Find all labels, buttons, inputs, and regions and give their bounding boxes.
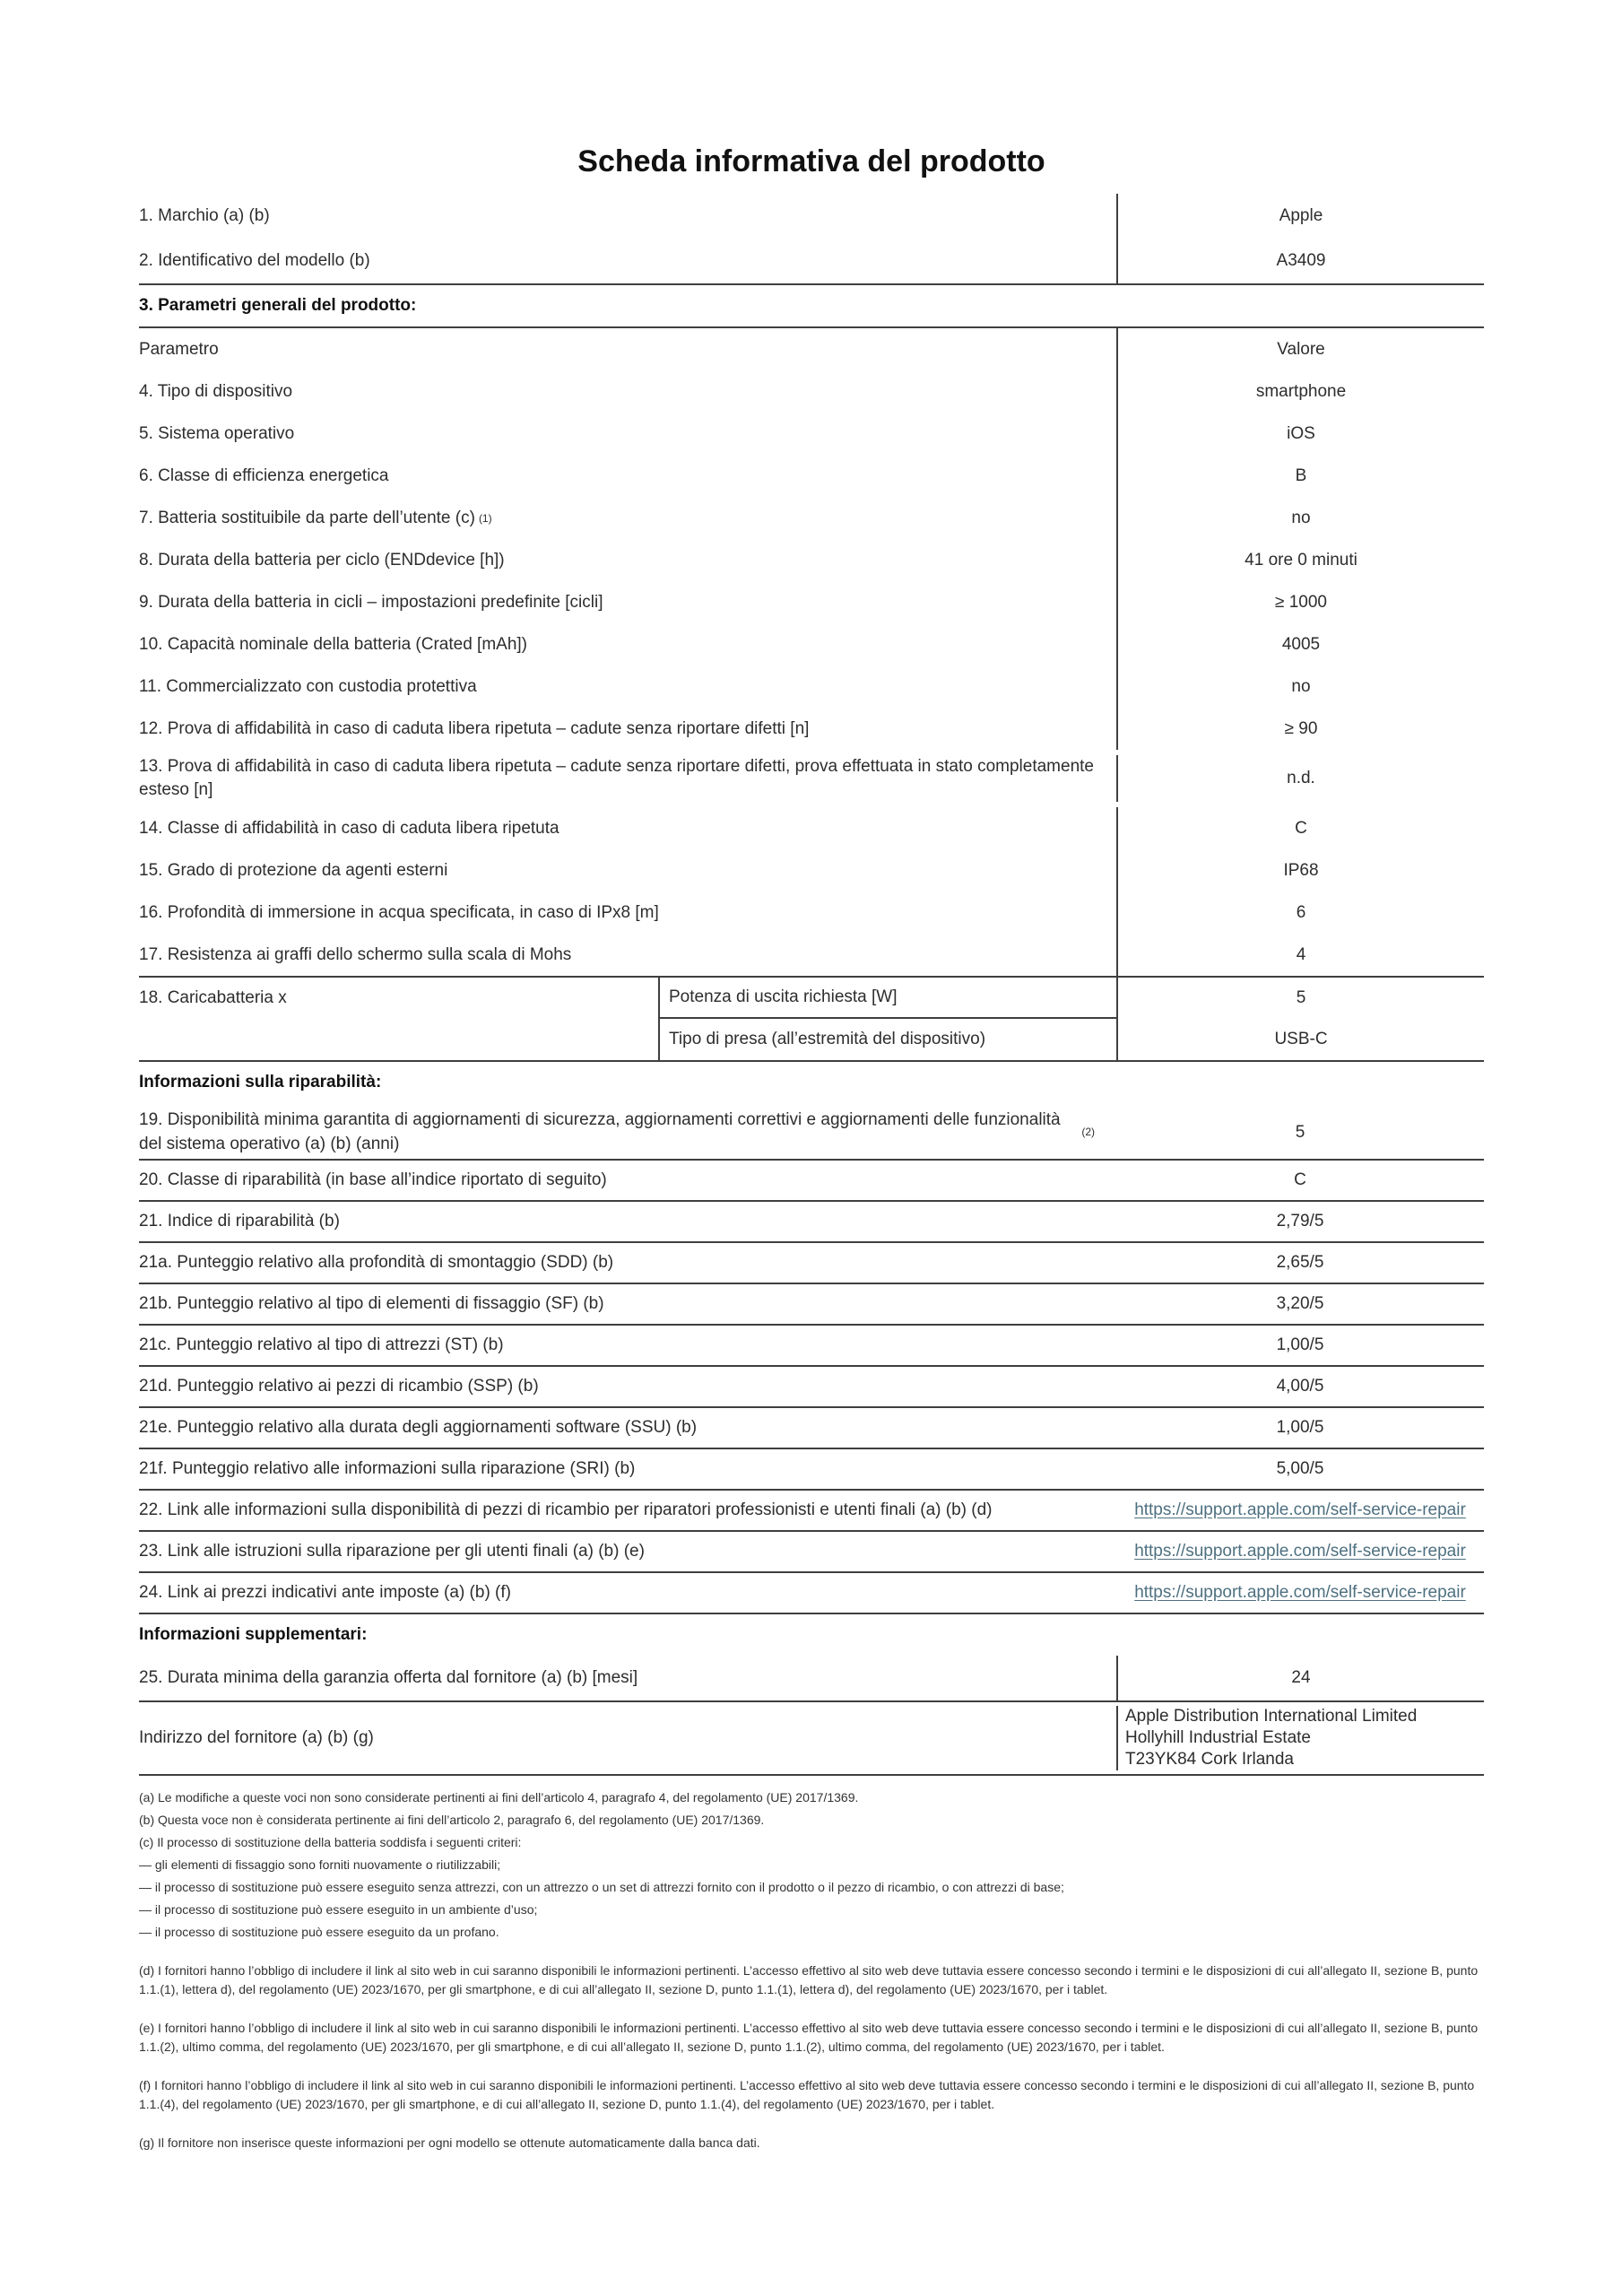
supplementary-table xyxy=(139,1656,1484,1776)
row-value: no xyxy=(1116,497,1484,539)
row-value: C xyxy=(1116,807,1484,849)
footnotes xyxy=(139,1788,1484,2152)
footnote-a: (a) Le modifiche a queste voci non sono considerate pertinenti ai fini dell’articolo 4, paragrafo 4, del regolamento (UE) 2017/1369. xyxy=(139,1790,859,1805)
row-value: IP68 xyxy=(1116,849,1484,891)
row-value: C xyxy=(1294,1170,1306,1189)
table-row-battery-endurance-cycle xyxy=(139,539,1484,581)
row-label: 25. Durata minima della garanzia offerta dal fornitore (a) (b) [mesi] xyxy=(139,1668,638,1687)
self-service-repair-link[interactable]: https://support.apple.com/self-service-repair xyxy=(1134,1583,1466,1602)
footnote-c-criterion: — gli elementi di fissaggio sono forniti nuovamente o riutilizzabili; xyxy=(139,1857,501,1872)
row-label: 5. Sistema operativo xyxy=(139,423,295,443)
row-value: 1,00/5 xyxy=(1276,1335,1324,1354)
row-value: 5 xyxy=(1295,1122,1305,1142)
table-row-warranty xyxy=(139,1656,1484,1700)
table-row-score-ssu xyxy=(139,1408,1484,1449)
table-row-ingress-protection xyxy=(139,849,1484,891)
row-label: 12. Prova di affidabilità in caso di caduta libera ripetuta – cadute senza riportare difetti [n] xyxy=(139,718,810,738)
table-row-free-fall-test-extended xyxy=(139,750,1484,807)
table-row-device-type xyxy=(139,370,1484,413)
row-value: A3409 xyxy=(1116,239,1484,283)
table-row-mohs-scratch-resistance xyxy=(139,934,1484,976)
address-line: Apple Distribution International Limited xyxy=(1125,1707,1418,1726)
table-row-repair-instructions-link xyxy=(139,1532,1484,1573)
table-row-battery-cycles xyxy=(139,581,1484,623)
row-label: 14. Classe di affidabilità in caso di caduta libera ripetuta xyxy=(139,818,559,838)
row-value: iOS xyxy=(1116,413,1484,455)
supplier-address xyxy=(1116,1706,1484,1770)
row-label: 2. Identificativo del modello (b) xyxy=(139,251,370,270)
footnote-e: (e) I fornitori hanno l’obbligo di includere il link al sito web in cui saranno disponibili le informazioni pertinenti. L’accesso effettivo al sito web deve tuttavia essere concesso secondo i termini e le disposizioni di cui all’allegato II, sezione B, punto 1.1.(2), ultimo comma, del regolamento (UE) 2023/1670, per gli smartphone, e di cui all’allegato II, sezione D, punto 1.1.(2), ultimo comma, del regolamento (UE) 2023/1670, per i tablet. xyxy=(139,2021,1479,2054)
row-value: ≥ 90 xyxy=(1116,708,1484,750)
row-label: 6. Classe di efficienza energetica xyxy=(139,465,389,485)
row-label: 21c. Punteggio relativo al tipo di attrezzi (ST) (b) xyxy=(139,1335,504,1354)
row-value: smartphone xyxy=(1116,370,1484,413)
column-header-value: Valore xyxy=(1116,328,1484,370)
row-label: 8. Durata della batteria per ciclo (ENDdevice [h]) xyxy=(139,550,505,570)
row-label: 21a. Punteggio relativo alla profondità di smontaggio (SDD) (b) xyxy=(139,1253,614,1272)
row-label: 4. Tipo di dispositivo xyxy=(139,381,293,401)
section-heading-repairability: Informazioni sulla riparabilità: xyxy=(139,1073,382,1091)
footnote-g: (g) Il fornitore non inserisce queste informazioni per ogni modello se ottenute automaticamente dalla banca dati. xyxy=(139,2135,760,2150)
row-value: 24 xyxy=(1116,1656,1484,1700)
footnote-b: (b) Questa voce non è considerata pertinente ai fini dell’articolo 2, paragrafo 6, del regolamento (UE) 2017/1369. xyxy=(139,1813,765,1827)
footnote-c-criterion: — il processo di sostituzione può essere eseguito senza attrezzi, con un attrezzo o un set di attrezzi fornito con il prodotto o il pezzo di ricambio, o con attrezzi di base; xyxy=(139,1880,1064,1894)
row-value: 4,00/5 xyxy=(1276,1377,1324,1396)
charger-table-row xyxy=(139,976,1484,1062)
footnote-c-criterion: — il processo di sostituzione può essere eseguito da un profano. xyxy=(139,1925,499,1939)
row-label: 19. Disponibilità minima garantita di aggiornamenti di sicurezza, aggiornamenti correttivi e aggiornamenti delle funzionalità del sistema operativo (a) (b) (anni) (2) xyxy=(139,1110,1095,1153)
row-label: 21e. Punteggio relativo alla durata degli aggiornamenti software (SSU) (b) xyxy=(139,1418,698,1437)
footnote-c-criterion: — il processo di sostituzione può essere eseguito in un ambiente d’uso; xyxy=(139,1902,538,1917)
table-row-immersion-depth xyxy=(139,891,1484,934)
row-value: 2,79/5 xyxy=(1276,1212,1324,1231)
row-label: 22. Link alle informazioni sulla disponibilità di pezzi di ricambio per riparatori professionisti e utenti finali (a) (b) (d) xyxy=(139,1500,993,1519)
row-value: no xyxy=(1116,665,1484,708)
table-header-row xyxy=(139,328,1484,370)
charger-sub-value-output-power: 5 xyxy=(1116,978,1484,1019)
repairability-table xyxy=(139,1103,1484,1614)
row-value xyxy=(1116,1491,1484,1530)
table-row-protective-case xyxy=(139,665,1484,708)
table-row-spare-parts-link xyxy=(139,1491,1484,1532)
section-heading-general-parameters: 3. Parametri generali del prodotto: xyxy=(139,296,417,315)
row-label: 9. Durata della batteria in cicli – impostazioni predefinite [cicli] xyxy=(139,592,603,612)
table-row-brand xyxy=(139,194,1484,239)
column-header-parameter: Parametro xyxy=(139,339,219,359)
row-value: n.d. xyxy=(1116,755,1484,802)
section-heading-supplementary: Informazioni supplementari: xyxy=(139,1625,368,1644)
footnote-f: (f) I fornitori hanno l’obbligo di includere il link al sito web in cui saranno disponibili le informazioni pertinenti. L’accesso effettivo al sito web deve tuttavia essere concesso secondo i termini e le disposizioni di cui all’allegato II, sezione B, punto 1.1.(4), del regolamento (UE) 2023/1670, per gli smartphone, e di cui all’allegato II, sezione D, punto 1.1.(4), del regolamento (UE) 2023/1670, per i tablet. xyxy=(139,2078,1475,2111)
address-line: T23YK84 Cork Irlanda xyxy=(1125,1750,1294,1769)
table-row-score-sri xyxy=(139,1449,1484,1491)
table-row-score-sf xyxy=(139,1284,1484,1326)
row-value: ≥ 1000 xyxy=(1116,581,1484,623)
page-title: Scheda informativa del prodotto xyxy=(577,144,1045,178)
self-service-repair-link[interactable]: https://support.apple.com/self-service-repair xyxy=(1134,1542,1466,1561)
row-label: 23. Link alle istruzioni sulla riparazione per gli utenti finali (a) (b) (e) xyxy=(139,1542,645,1561)
row-label: 7. Batteria sostituibile da parte dell’utente (c) (1) xyxy=(139,508,492,527)
row-value: 1,00/5 xyxy=(1276,1418,1324,1437)
row-label: 21f. Punteggio relativo alle informazioni sulla riparazione (SRI) (b) xyxy=(139,1459,636,1478)
row-label: 18. Caricabatteria x xyxy=(139,988,287,1007)
table-row-score-st xyxy=(139,1326,1484,1367)
row-value: 6 xyxy=(1116,891,1484,934)
row-value: 4 xyxy=(1116,934,1484,976)
row-value: 5,00/5 xyxy=(1276,1459,1324,1478)
footnote-d: (d) I fornitori hanno l’obbligo di includere il link al sito web in cui saranno disponibili le informazioni pertinenti. L’accesso effettivo al sito web deve tuttavia essere concesso secondo i termini e le disposizioni di cui all’allegato II, sezione B, punto 1.1.(1), lettera d), del regolamento (UE) 2023/1670, per gli smartphone, e di cui all’allegato II, sezione D, punto 1.1.(1), lettera d), del regolamento (UE) 2023/1670, per i tablet. xyxy=(139,1963,1479,1996)
row-label: 16. Profondità di immersione in acqua specificata, in caso di IPx8 [m] xyxy=(139,902,659,922)
row-label: 20. Classe di riparabilità (in base all’indice riportato di seguito) xyxy=(139,1170,607,1189)
row-label: 13. Prova di affidabilità in caso di caduta libera ripetuta – cadute senza riportare difetti, prova effettuata in stato completamente esteso [n] xyxy=(139,757,1094,799)
self-service-repair-link[interactable]: https://support.apple.com/self-service-repair xyxy=(1134,1500,1466,1519)
row-value: 41 ore 0 minuti xyxy=(1116,539,1484,581)
table-row-battery-capacity xyxy=(139,623,1484,665)
table-row-model-id xyxy=(139,239,1484,283)
table-row-guaranteed-updates xyxy=(139,1103,1484,1161)
row-value xyxy=(1116,1573,1484,1613)
row-value: 4005 xyxy=(1116,623,1484,665)
address-line: Hollyhill Industrial Estate xyxy=(1125,1728,1311,1747)
footnote-c: (c) Il processo di sostituzione della batteria soddisfa i seguenti criteri: xyxy=(139,1835,522,1849)
table-row-supplier-address xyxy=(139,1700,1484,1776)
row-label: Indirizzo del fornitore (a) (b) (g) xyxy=(139,1728,374,1747)
table-row-free-fall-test xyxy=(139,708,1484,750)
charger-sub-label-plug-type: Tipo di presa (all’estremità del dispositivo) xyxy=(658,1019,1116,1060)
charger-sub-label-output-power: Potenza di uscita richiesta [W] xyxy=(658,978,1116,1019)
row-label: 10. Capacità nominale della batteria (Crated [mAh]) xyxy=(139,634,528,654)
table-row-free-fall-class xyxy=(139,807,1484,849)
general-parameters-table xyxy=(139,326,1484,976)
table-row-repairability-index xyxy=(139,1202,1484,1243)
row-value: B xyxy=(1116,455,1484,497)
row-value xyxy=(1116,1532,1484,1571)
charger-sub-value-plug-type: USB-C xyxy=(1116,1019,1484,1060)
identity-table xyxy=(139,194,1484,285)
table-row-user-replaceable-battery xyxy=(139,497,1484,539)
row-label: 1. Marchio (a) (b) xyxy=(139,206,270,225)
table-row-score-ssp xyxy=(139,1367,1484,1408)
table-row-repairability-class xyxy=(139,1161,1484,1202)
table-row-os xyxy=(139,413,1484,455)
table-row-energy-class xyxy=(139,455,1484,497)
table-row-score-sdd xyxy=(139,1243,1484,1284)
row-label: 21b. Punteggio relativo al tipo di elementi di fissaggio (SF) (b) xyxy=(139,1294,604,1313)
row-label: 15. Grado di protezione da agenti esterni xyxy=(139,860,448,880)
row-label: 24. Link ai prezzi indicativi ante imposte (a) (b) (f) xyxy=(139,1583,511,1602)
row-value: 2,65/5 xyxy=(1276,1253,1324,1272)
row-value: Apple xyxy=(1116,194,1484,239)
table-row-pretax-prices-link xyxy=(139,1573,1484,1614)
row-label: 21d. Punteggio relativo ai pezzi di ricambio (SSP) (b) xyxy=(139,1377,539,1396)
row-label: 11. Commercializzato con custodia protettiva xyxy=(139,676,477,696)
row-label: 17. Resistenza ai graffi dello schermo sulla scala di Mohs xyxy=(139,944,572,964)
row-value: 3,20/5 xyxy=(1276,1294,1324,1313)
row-label: 21. Indice di riparabilità (b) xyxy=(139,1212,340,1231)
